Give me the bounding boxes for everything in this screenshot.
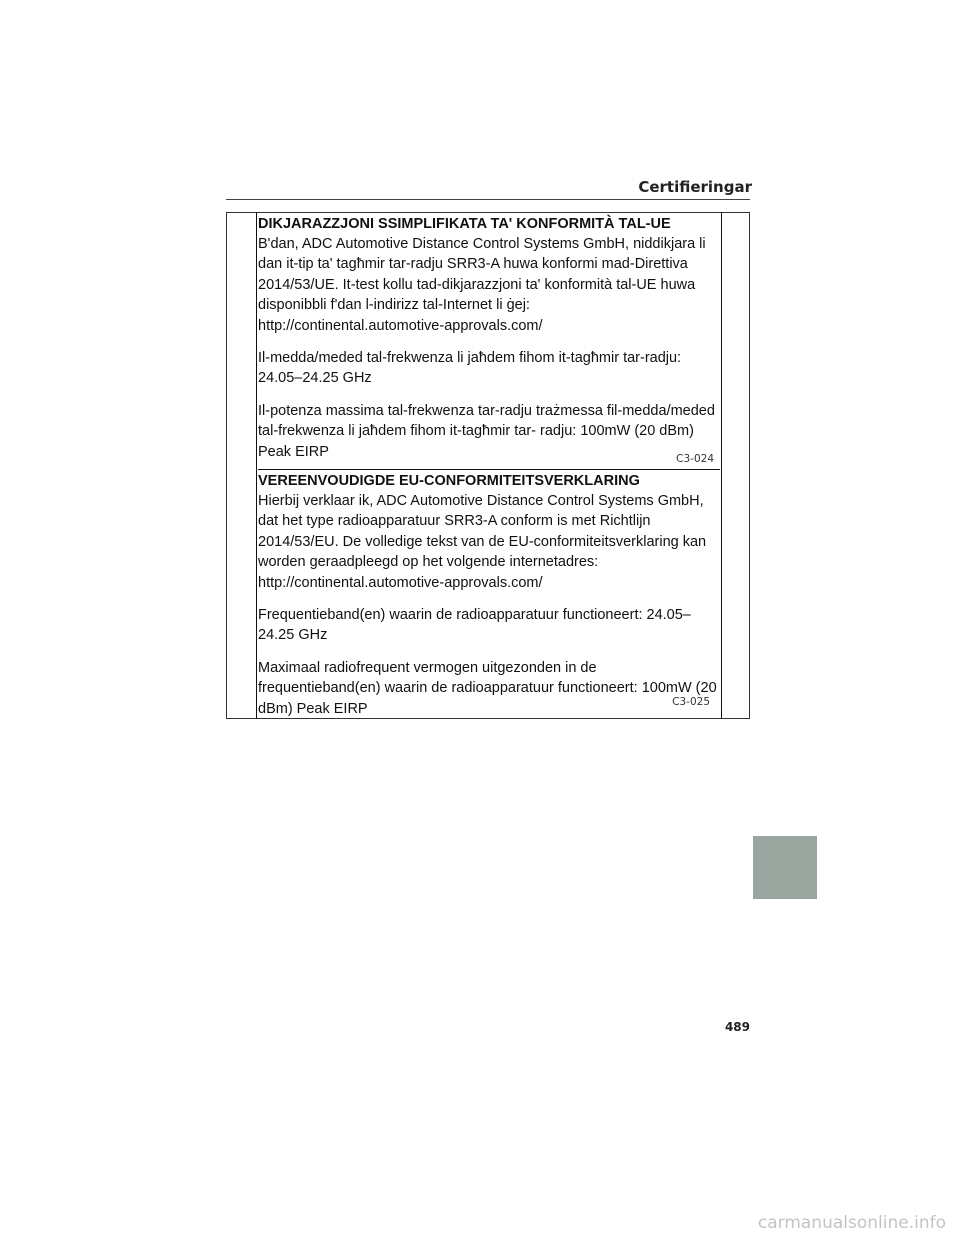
declaration-heading: VEREENVOUDIGDE EU-CONFORMITEITSVERKLARING xyxy=(258,473,640,489)
header-rule xyxy=(226,199,750,200)
declaration-url: http://continental.automotive-approvals.com/ xyxy=(258,574,543,591)
declaration-url: http://continental.automotive-approvals.com/ xyxy=(258,317,543,334)
declaration-code: C3-025 xyxy=(672,696,710,708)
declaration-code: C3-024 xyxy=(676,453,714,465)
declaration-frequency: Frequentieband(en) waarin de radioapparatuur functioneert: 24.05–24.25 GHz xyxy=(258,607,691,644)
page-number: 489 xyxy=(724,1020,750,1034)
section-title: Certifieringar xyxy=(638,178,752,196)
declaration-maltese xyxy=(258,214,720,470)
declaration-statement: B'dan, ADC Automotive Distance Control Systems GmbH, niddikjara li dan it-tip ta' tagħmir tar-radju SRR3-A huwa konformi mad-Direttiva 2014/53/UE. It-test kollu tad-dikjarazzjoni ta' konformità tal-UE huwa disponibbli f'dan l-indirizz tal-Internet li ġej: xyxy=(258,236,706,314)
chapter-thumb-tab xyxy=(753,836,817,899)
declaration-heading: DIKJARAZZJONI SSIMPLIFIKATA TA' KONFORMITÀ TAL-UE xyxy=(258,216,671,232)
declaration-power: Il-potenza massima tal-frekwenza tar-radju trażmessa fil-medda/meded tal-frekwenza li jaħdem fihom it-tagħmir tar- radju: 100mW (20 dBm) Peak EIRP xyxy=(258,402,715,460)
declaration-statement: Hierbij verklaar ik, ADC Automotive Distance Control Systems GmbH, dat het type radioapparatuur SRR3-A conform is met Richtlijn 2014/53/EU. De volledige tekst van de EU-conformiteitsverklaring kan worden geraadpleegd op het volgende internetadres: xyxy=(258,493,707,571)
watermark: carmanualsonline.info xyxy=(757,1213,946,1233)
declaration-frequency: Il-medda/meded tal-frekwenza li jaħdem fihom it-tagħmir tar-radju: 24.05–24.25 GHz xyxy=(258,350,682,387)
declaration-power: Maximaal radiofrequent vermogen uitgezonden in de frequentieband(en) waarin de radioapparatuur functioneert: 100mW (20 dBm) Peak EIRP xyxy=(258,659,717,717)
declaration-dutch xyxy=(258,471,720,717)
